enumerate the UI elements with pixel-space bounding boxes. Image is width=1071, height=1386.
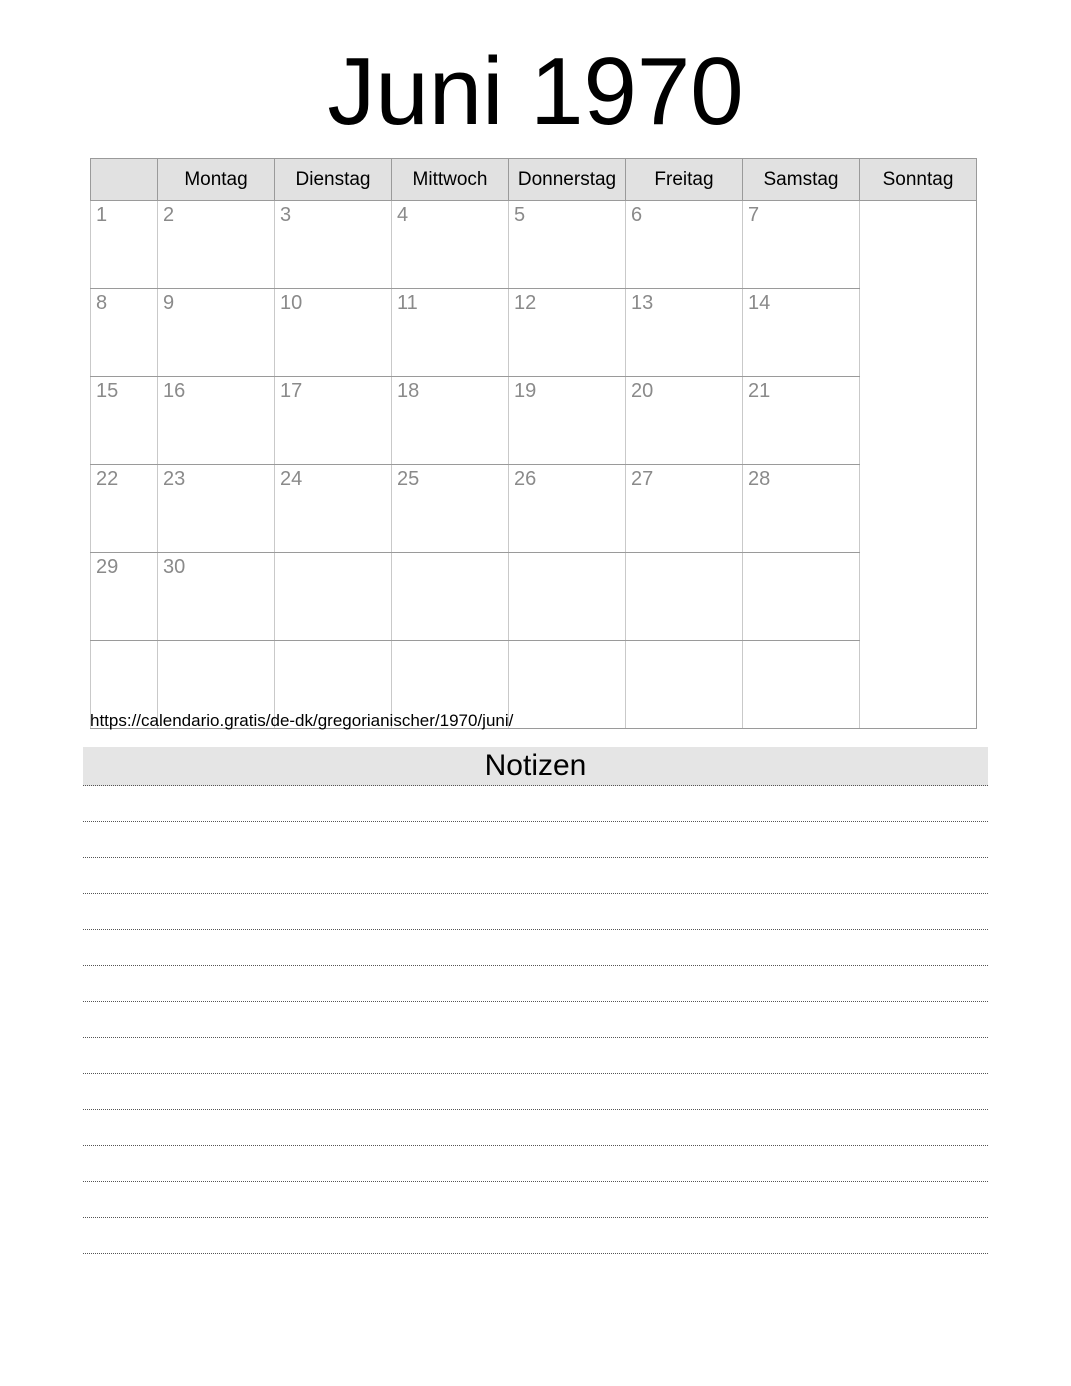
- day-cell: 6: [626, 201, 743, 289]
- day-cell: 18: [392, 377, 509, 465]
- calendar-week-row: [91, 201, 977, 289]
- day-cell: 8: [91, 289, 158, 377]
- day-cell: 2: [158, 201, 275, 289]
- weekday-header: Mittwoch: [392, 159, 509, 201]
- day-cell: 4: [392, 201, 509, 289]
- day-cell: 5: [509, 201, 626, 289]
- note-line: [83, 1074, 988, 1110]
- day-cell: 3: [275, 201, 392, 289]
- day-cell: 22: [91, 465, 158, 553]
- note-line: [83, 1146, 988, 1182]
- note-line: [83, 1038, 988, 1074]
- weekday-header: Montag: [158, 159, 275, 201]
- note-line: [83, 894, 988, 930]
- note-line: [83, 858, 988, 894]
- day-cell: 19: [509, 377, 626, 465]
- day-cell: [626, 553, 743, 641]
- calendar-week-row: [91, 377, 977, 465]
- day-cell: [275, 553, 392, 641]
- day-cell: 9: [158, 289, 275, 377]
- day-cell: [743, 641, 860, 729]
- day-cell: 14: [743, 289, 860, 377]
- note-line: [83, 966, 988, 1002]
- day-cell: [743, 553, 860, 641]
- day-cell: 23: [158, 465, 275, 553]
- source-url-text: https://calendario.gratis/de-dk/gregorianischer/1970/juni/: [90, 711, 514, 730]
- day-cell: 25: [392, 465, 509, 553]
- weekday-header: Sonntag: [860, 159, 977, 201]
- calendar-week-row: [91, 289, 977, 377]
- day-cell: [626, 641, 743, 729]
- calendar-body: [91, 201, 977, 729]
- day-cell: [509, 641, 626, 729]
- day-cell: 11: [392, 289, 509, 377]
- note-line: [83, 930, 988, 966]
- week-number-column: [91, 159, 158, 201]
- notes-title: Notizen: [83, 747, 988, 786]
- note-line: [83, 1002, 988, 1038]
- day-cell: 27: [626, 465, 743, 553]
- day-cell: 30: [158, 553, 275, 641]
- day-cell: 29: [91, 553, 158, 641]
- day-cell: 12: [509, 289, 626, 377]
- calendar-week-row: [91, 465, 977, 553]
- day-cell: 17: [275, 377, 392, 465]
- day-cell: 16: [158, 377, 275, 465]
- note-line: [83, 1218, 988, 1254]
- note-line: [83, 786, 988, 822]
- note-line: [83, 1110, 988, 1146]
- day-cell: 21: [743, 377, 860, 465]
- calendar-week-row: [91, 553, 977, 641]
- day-cell: [509, 553, 626, 641]
- weekday-header: Freitag: [626, 159, 743, 201]
- weekday-header: Donnerstag: [509, 159, 626, 201]
- weekday-header: Samstag: [743, 159, 860, 201]
- day-cell: [392, 553, 509, 641]
- notes-section: [83, 747, 988, 1254]
- notes-lines-container: [83, 786, 988, 1254]
- month-calendar-table: [90, 158, 977, 729]
- page-title: Juni 1970: [327, 38, 744, 145]
- day-cell: 26: [509, 465, 626, 553]
- day-cell: 20: [626, 377, 743, 465]
- day-cell: 10: [275, 289, 392, 377]
- day-cell: 13: [626, 289, 743, 377]
- day-cell: 1: [91, 201, 158, 289]
- day-cell: 24: [275, 465, 392, 553]
- calendar-header-row: [91, 159, 977, 201]
- weekday-header: Dienstag: [275, 159, 392, 201]
- day-cell: 7: [743, 201, 860, 289]
- day-cell: 28: [743, 465, 860, 553]
- note-line: [83, 1182, 988, 1218]
- note-line: [83, 822, 988, 858]
- day-cell: 15: [91, 377, 158, 465]
